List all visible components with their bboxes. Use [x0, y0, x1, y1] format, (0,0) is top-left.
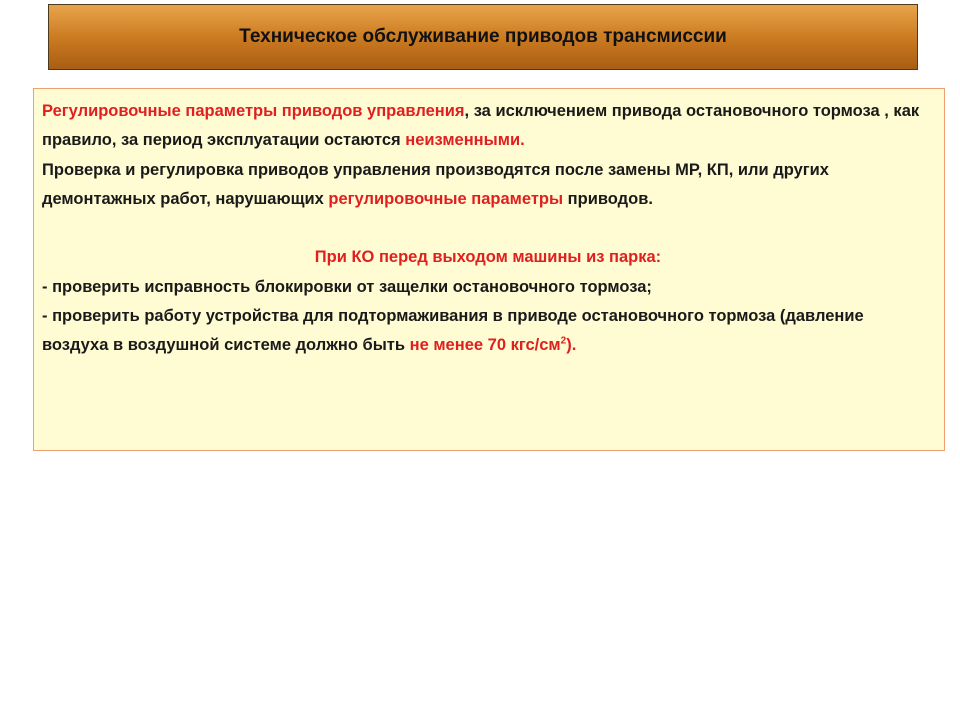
section-heading: При КО перед выходом машины из парка: [314, 248, 662, 267]
slide-title-bar [48, 4, 918, 70]
spacer [42, 214, 934, 243]
content-box [33, 88, 945, 451]
highlight-regulation-params-2: регулировочные параметры [328, 189, 564, 208]
list-item-brake-text: - проверить работу устройства для подтормаживания в приводе остановочного тормоза (давление воздуха в воздушной системе должно быть [42, 307, 864, 355]
highlight-pressure [410, 336, 567, 354]
paragraph-check-end: приводов. [563, 189, 653, 208]
slide-title: Техническое обслуживание приводов трансмиссии [239, 26, 727, 47]
paragraph-check-text: Проверка и регулировка приводов управления производятся после замены МР, КП, или других демонтажных работ, нарушающих [42, 160, 829, 208]
list-item-brake-end: ). [566, 336, 577, 355]
paragraph-check [42, 156, 934, 215]
paragraph-regulation-text: , за исключением привода остановочного тормоза , как правило, за период эксплуатации остаются [42, 102, 920, 150]
list-item-brake-check [42, 302, 934, 361]
list-item-blocking: - проверить исправность блокировки от защелки остановочного тормоза; [42, 277, 652, 296]
paragraph-regulation [42, 97, 934, 156]
highlight-regulation-params: Регулировочные параметры приводов управления [42, 102, 465, 120]
pressure-value: не менее 70 кгс/см [409, 336, 561, 355]
pressure-superscript: 2 [560, 335, 567, 347]
highlight-unchanged: неизменными. [405, 131, 525, 150]
